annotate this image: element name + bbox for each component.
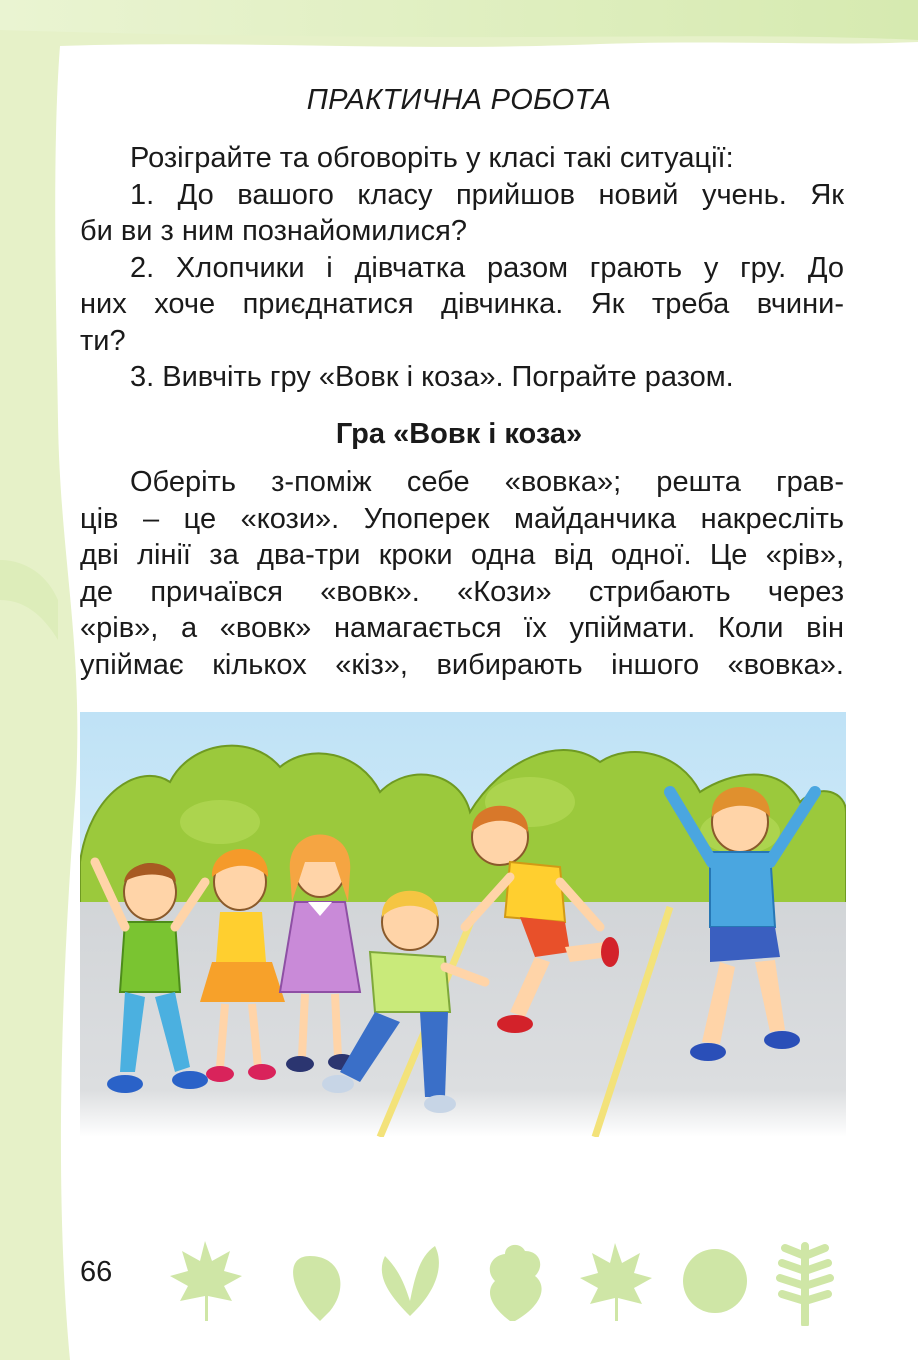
rowan-leaf-icon [780, 1246, 830, 1324]
practical-work-heading: ПРАКТИЧНА РОБОТА [306, 84, 612, 116]
game-line: де причаївся «вовк». «Кози» стрибають через [80, 575, 844, 608]
instruction-item-1-line-2: би ви з ним познайомилися? [80, 215, 467, 247]
game-line: ців – це «кози». Упоперек майданчика накресліть [80, 502, 844, 535]
instructions-intro: Розіграйте та обговоріть у класі такі ситуації: [130, 142, 734, 174]
instruction-item-3: 3. Вивчіть гру «Вовк і коза». Пограйте разом. [130, 361, 734, 393]
maple-leaf-icon [170, 1241, 242, 1321]
game-line: упіймає кількох «кіз», вибирають іншого «вовка». [80, 648, 844, 681]
game-title: Гра «Вовк і коза» [335, 418, 583, 450]
game-line: дві лінії за два-три кроки одна від одної. Це «рів», [80, 539, 844, 571]
instruction-item-2-line-3: ти? [80, 324, 126, 357]
chestnut-leaf-icon [382, 1246, 439, 1316]
birch-leaf-icon [293, 1256, 340, 1321]
instructions-block [80, 140, 844, 396]
maple-leaf-icon [580, 1243, 652, 1321]
leaf-decoration [160, 1236, 860, 1326]
game-description [80, 464, 844, 683]
children-playing-illustration [80, 712, 846, 1137]
instruction-item-2-line-2: них хоче приєднатися дівчинка. Як треба вчини- [80, 288, 844, 320]
page-number: 66 [80, 1256, 113, 1288]
instruction-item-2-line-1: 2. Хлопчики і дівчатка разом грають у гру. До [130, 251, 844, 284]
oak-leaf-icon [490, 1245, 542, 1321]
game-line: Оберіть з-поміж себе «вовка»; решта грав- [130, 466, 844, 498]
round-leaf-icon [683, 1249, 747, 1313]
game-line: «рів», а «вовк» намагається їх упіймати. Коли він [80, 612, 844, 644]
instruction-item-1-line-1: 1. До вашого класу прийшов новий учень. Як [130, 178, 844, 211]
